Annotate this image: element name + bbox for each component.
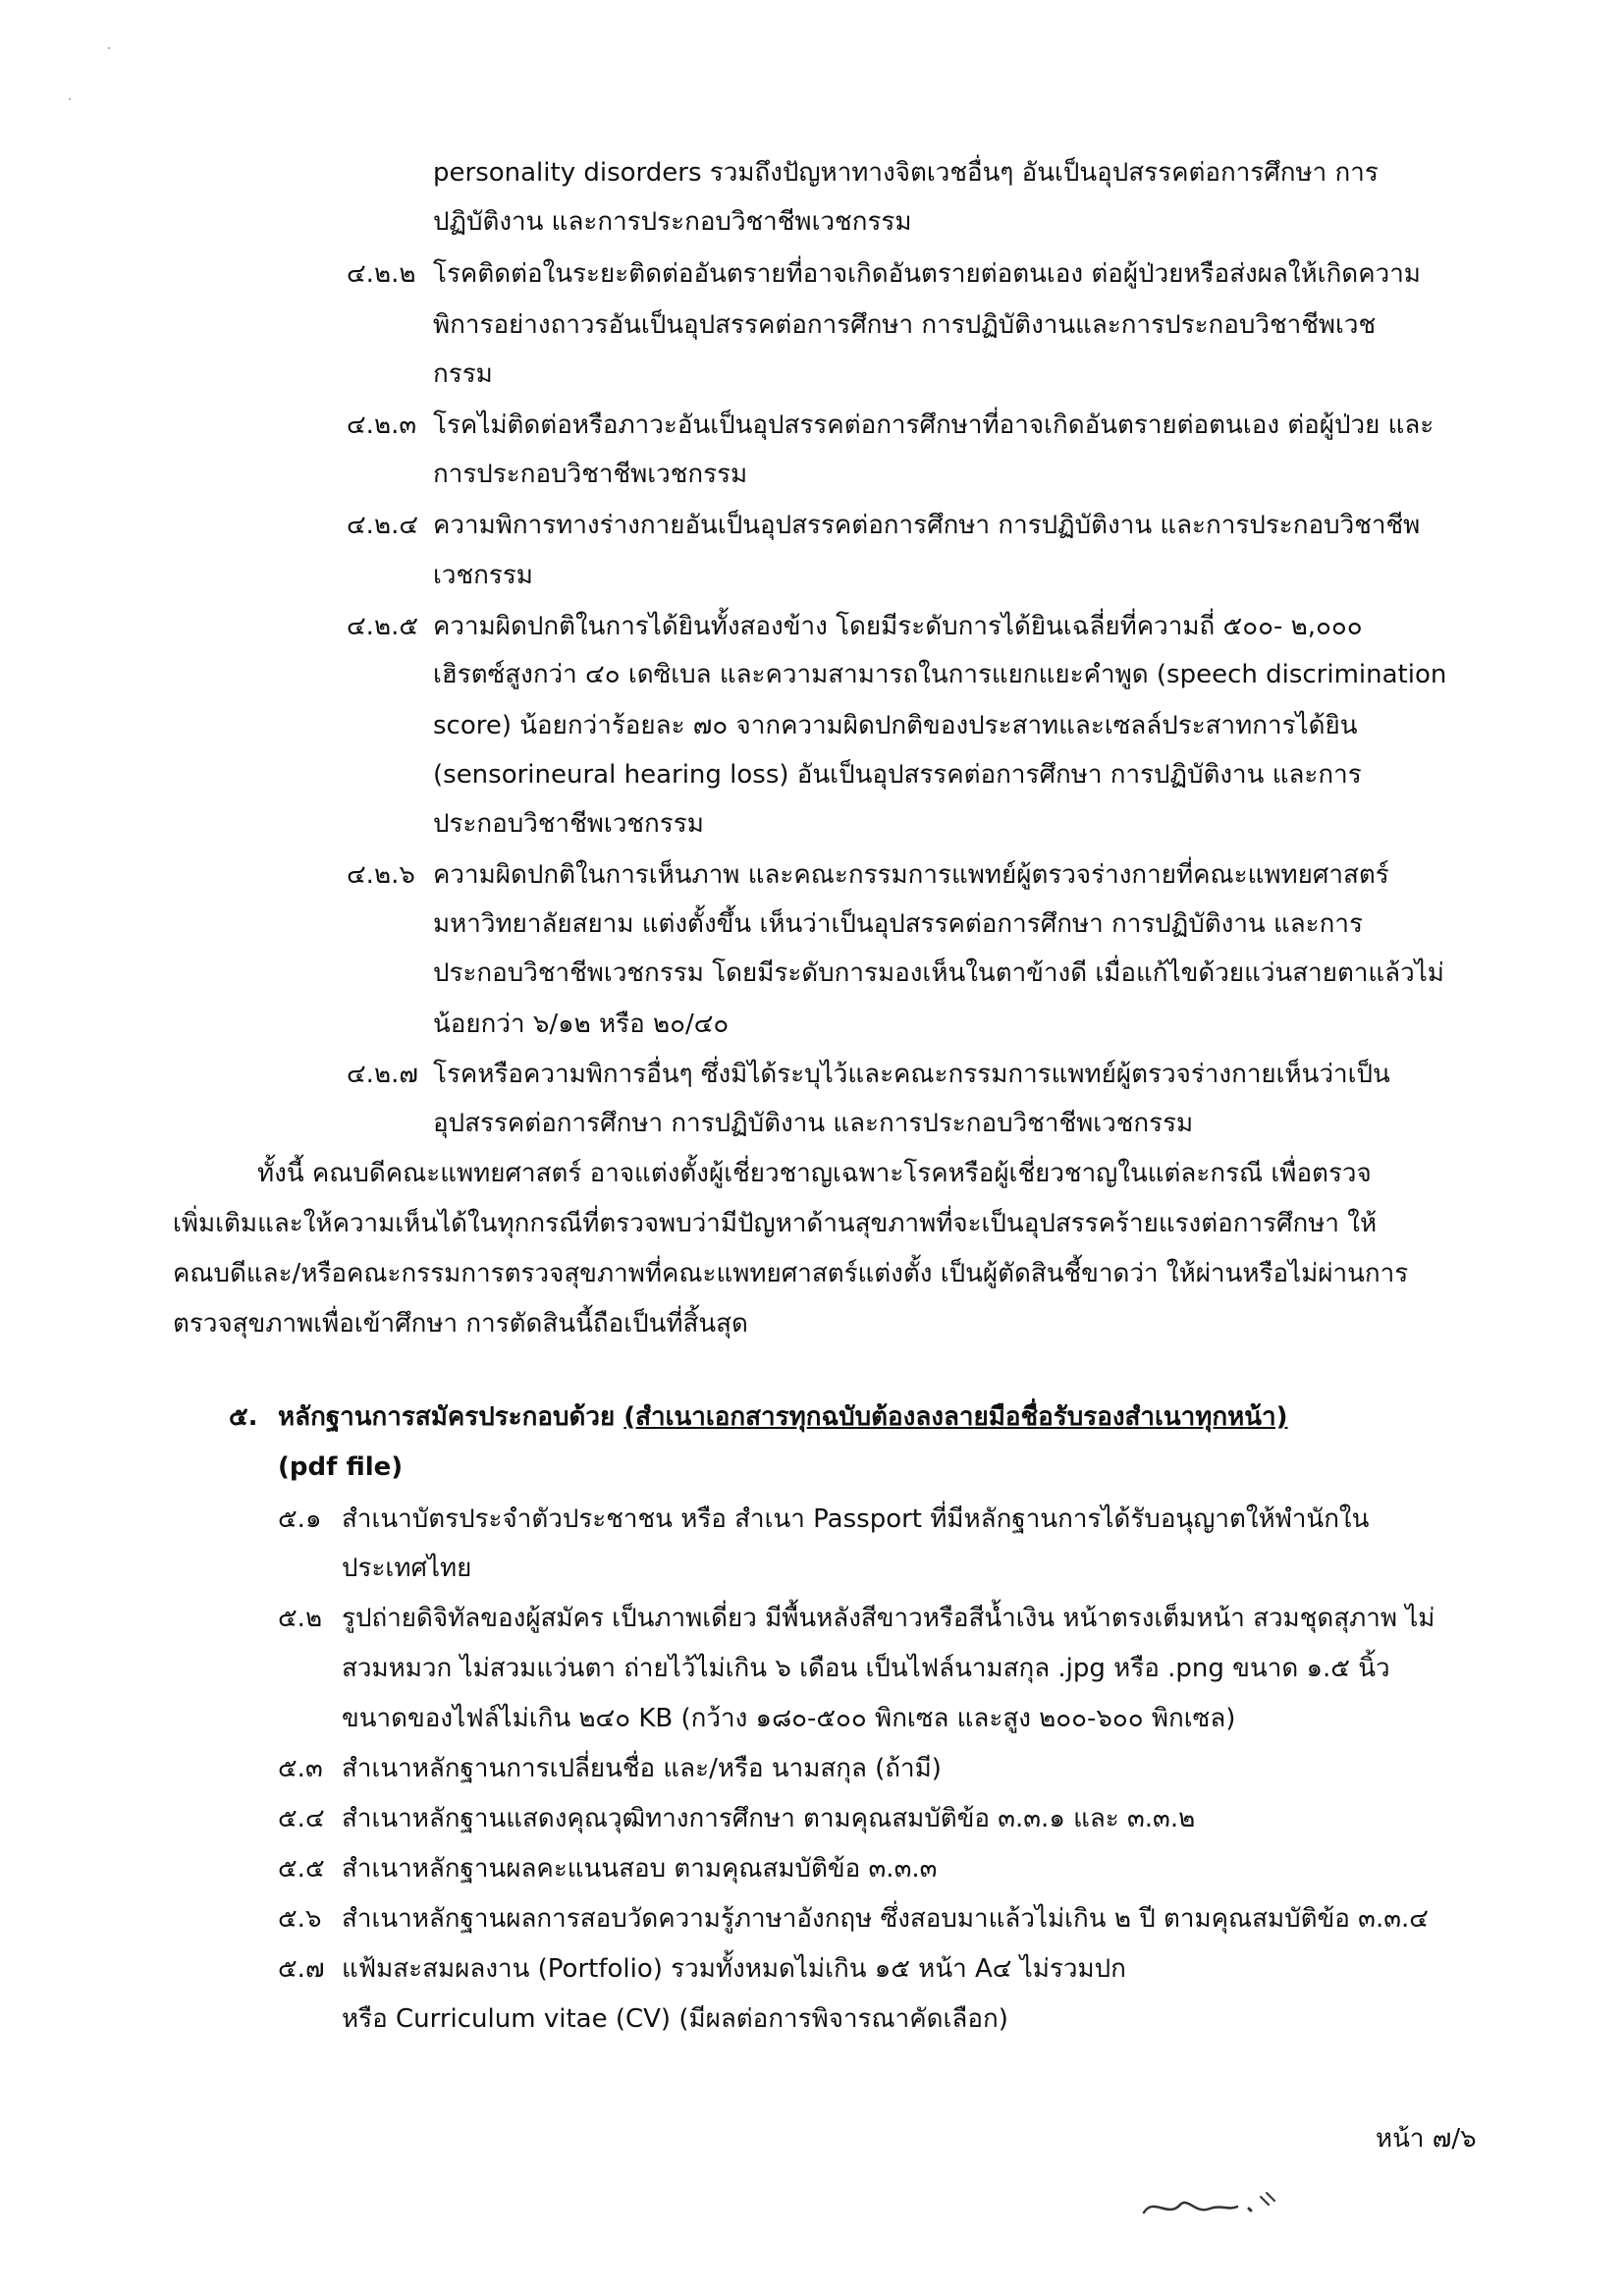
text-line: การประกอบวิชาชีพเวชกรรม: [433, 460, 748, 489]
text-line: ตรวจสุขภาพเพื่อเข้าศึกษา การตัดสินนี้ถือเป็นที่สิ้นสุด: [173, 1309, 748, 1339]
text-line: พิการอย่างถาวรอันเป็นอุปสรรคต่อการศึกษา การปฏิบัติงานและการประกอบวิชาชีพเวช: [433, 310, 1377, 340]
text-line: score) น้อยกว่าร้อยละ ๗๐ จากความผิดปกติของประสาทและเซลล์ประสาทการได้ยิน: [433, 711, 1358, 740]
text-line: หรือ Curriculum vitae (CV) (มีผลต่อการพิจารณาคัดเลือก): [342, 2004, 1008, 2034]
section-heading-format: (pdf file): [278, 1452, 404, 1482]
text-line: ประเทศไทย: [342, 1554, 472, 1583]
item-number: ๕.๑: [278, 1504, 322, 1534]
text-line: personality disorders รวมถึงปัญหาทางจิตเวชอื่นๆ อันเป็นอุปสรรคต่อการศึกษา การ: [433, 158, 1379, 188]
item-number: ๕.๕: [278, 1854, 325, 1884]
text-line: ขนาดของไฟล์ไม่เกิน ๒๔๐ KB (กว้าง ๑๘๐-๕๐๐ พิกเซล และสูง ๒๐๐-๖๐๐ พิกเซล): [342, 1704, 1236, 1733]
text-line: ทั้งนี้ คณบดีคณะแพทยศาสตร์ อาจแต่งตั้งผู้เชี่ยวชาญเฉพาะโรคหรือผู้เชี่ยวชาญในแต่ละกรณี เพื่อตรวจ: [257, 1159, 1372, 1188]
text-line: สำเนาหลักฐานการเปลี่ยนชื่อ และ/หรือ นามสกุล (ถ้ามี): [342, 1754, 942, 1783]
text-line: ประกอบวิชาชีพเวชกรรม โดยมีระดับการมองเห็นในตาข้างดี เมื่อแก้ไขด้วยแว่นสายตาแล้วไม่: [433, 958, 1444, 988]
text-line: ปฏิบัติงาน และการประกอบวิชาชีพเวชกรรม: [433, 207, 912, 237]
item-number: ๔.๒.๕: [347, 612, 419, 641]
text-line: สำเนาหลักฐานแสดงคุณวุฒิทางการศึกษา ตามคุณสมบัติข้อ ๓.๓.๑ และ ๓.๓.๒: [342, 1804, 1196, 1833]
text-line: สวมหมวก ไม่สวมแว่นตา ถ่ายไว้ไม่เกิน ๖ เดือน เป็นไฟล์นามสกุล .jpg หรือ .png ขนาด ๑.๕ นิ้ว: [342, 1654, 1390, 1683]
scan-speck: [69, 98, 71, 100]
item-number: ๔.๒.๗: [347, 1060, 418, 1089]
text-line: (sensorineural hearing loss) อันเป็นอุปสรรคต่อการศึกษา การปฏิบัติงาน และการ: [433, 760, 1362, 790]
item-number: ๕.๗: [278, 1954, 325, 1984]
text-line: ความผิดปกติในการเห็นภาพ และคณะกรรมการแพทย์ผู้ตรวจร่างกายที่คณะแพทยศาสตร์: [433, 860, 1389, 890]
item-number: ๔.๒.๓: [347, 410, 417, 440]
section-heading-note: (สำเนาเอกสารทุกฉบับต้องลงลายมือชื่อรับรองสำเนาทุกหน้า): [623, 1402, 1288, 1432]
scan-speck: [108, 47, 110, 49]
item-number: ๕.๒: [278, 1604, 323, 1633]
section-heading: หลักฐานการสมัครประกอบด้วย: [278, 1402, 616, 1432]
item-number: ๕.๔: [278, 1804, 325, 1833]
text-line: สำเนาหลักฐานผลคะแนนสอบ ตามคุณสมบัติข้อ ๓.๓.๓: [342, 1854, 938, 1884]
item-number: ๔.๒.๔: [347, 511, 419, 540]
item-number: ๔.๒.๒: [347, 259, 416, 289]
page-number: หน้า ๗/๖: [1376, 2124, 1477, 2154]
text-line: คณบดีและ/หรือคณะกรรมการตรวจสุขภาพที่คณะแพทยศาสตร์แต่งตั้ง เป็นผู้ตัดสินชี้ขาดว่า ให้ผ่านหรือไม่ผ่านการ: [173, 1259, 1409, 1288]
text-line: ความผิดปกติในการได้ยินทั้งสองข้าง โดยมีระดับการได้ยินเฉลี่ยที่ความถี่ ๕๐๐- ๒,๐๐๐: [433, 612, 1363, 641]
item-number: ๕.๖: [278, 1904, 322, 1934]
text-line: แฟ้มสะสมผลงาน (Portfolio) รวมทั้งหมดไม่เกิน ๑๕ หน้า A๔ ไม่รวมปก: [342, 1954, 1126, 1984]
text-line: มหาวิทยาลัยสยาม แต่งตั้งขึ้น เห็นว่าเป็นอุปสรรคต่อการศึกษา การปฏิบัติงาน และการ: [433, 909, 1363, 939]
section-number: ๕.: [229, 1402, 258, 1432]
text-line: ความพิการทางร่างกายอันเป็นอุปสรรคต่อการศึกษา การปฏิบัติงาน และการประกอบวิชาชีพ: [433, 511, 1421, 540]
text-line: สำเนาหลักฐานผลการสอบวัดความรู้ภาษาอังกฤษ ซึ่งสอบมาแล้วไม่เกิน ๒ ปี ตามคุณสมบัติข้อ ๓.๓.๔: [342, 1904, 1429, 1934]
item-number: ๕.๓: [278, 1754, 323, 1783]
text-line: เฮิรตซ์สูงกว่า ๔๐ เดซิเบล และความสามารถในการแยกแยะคำพูด (speech discrimination: [433, 660, 1447, 689]
initials-signature-icon: [1139, 2175, 1286, 2224]
text-line: โรคหรือความพิการอื่นๆ ซึ่งมิได้ระบุไว้และคณะกรรมการแพทย์ผู้ตรวจร่างกายเห็นว่าเป็น: [433, 1060, 1390, 1089]
text-line: รูปถ่ายดิจิทัลของผู้สมัคร เป็นภาพเดี่ยว มีพื้นหลังสีขาวหรือสีน้ำเงิน หน้าตรงเต็มหน้า สวมชุดสุภาพ ไม่: [342, 1604, 1435, 1633]
text-line: เพิ่มเติมและให้ความเห็นได้ในทุกกรณีที่ตรวจพบว่ามีปัญหาด้านสุขภาพที่จะเป็นอุปสรรคร้ายแรงต่อการศึกษา ให้: [173, 1209, 1378, 1238]
text-line: อุปสรรคต่อการศึกษา การปฏิบัติงาน และการประกอบวิชาชีพเวชกรรม: [433, 1109, 1194, 1138]
section-heading-line: [278, 1404, 1288, 1430]
text-line: ประกอบวิชาชีพเวชกรรม: [433, 809, 704, 839]
text-line: สำเนาบัตรประจำตัวประชาชน หรือ สำเนา Passport ที่มีหลักฐานการได้รับอนุญาตให้พำนักใน: [342, 1504, 1370, 1534]
text-line: โรคติดต่อในระยะติดต่ออันตรายที่อาจเกิดอันตรายต่อตนเอง ต่อผู้ป่วยหรือส่งผลให้เกิดความ: [433, 259, 1421, 289]
text-line: โรคไม่ติดต่อหรือภาวะอันเป็นอุปสรรคต่อการศึกษาที่อาจเกิดอันตรายต่อตนเอง ต่อผู้ป่วย และ: [433, 410, 1435, 440]
text-line: กรรม: [433, 359, 493, 389]
item-number: ๔.๒.๖: [347, 860, 415, 890]
text-line: เวชกรรม: [433, 561, 533, 590]
text-line: น้อยกว่า ๖/๑๒ หรือ ๒๐/๔๐: [433, 1010, 730, 1039]
